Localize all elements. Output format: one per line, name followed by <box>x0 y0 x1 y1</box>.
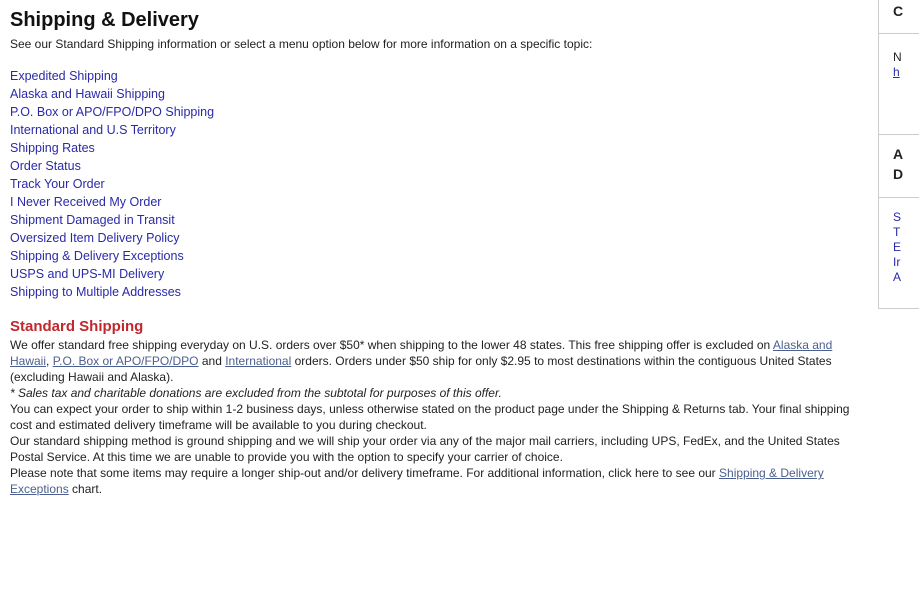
topic-link-international[interactable]: International and U.S Territory <box>10 123 176 137</box>
list-item <box>10 211 860 229</box>
paragraph-text: , <box>46 354 53 368</box>
standard-shipping-heading: Standard Shipping <box>10 318 144 335</box>
topic-link-damaged[interactable]: Shipment Damaged in Transit <box>10 213 175 227</box>
sidebar-fragment-link[interactable]: T <box>893 225 901 239</box>
sidebar-fragment: A <box>893 146 904 162</box>
paragraph-text: orders. Orders under $50 ship for only $2.95 to most destinations within the contiguous United States (excluding Hawaii and Alaska). <box>10 354 832 384</box>
list-item <box>10 121 860 139</box>
topic-list <box>10 67 860 301</box>
topic-link-shipping-rates[interactable]: Shipping Rates <box>10 141 95 155</box>
list-item <box>10 193 860 211</box>
right-sidebar <box>878 0 919 309</box>
topic-link-alaska-hawaii[interactable]: Alaska and Hawaii Shipping <box>10 87 165 101</box>
topic-link-expedited-shipping[interactable]: Expedited Shipping <box>10 69 118 83</box>
sidebar-fragment: N <box>893 50 902 64</box>
topic-link-never-received[interactable]: I Never Received My Order <box>10 195 162 209</box>
list-item <box>10 283 860 301</box>
main-content <box>10 8 860 497</box>
standard-shipping-paragraph-4 <box>10 465 860 497</box>
standard-shipping-paragraph-3: Our standard shipping method is ground shipping and we will ship your order via any of the major mail carriers, including UPS, FedEx, and the United States Postal Service. At this time we are unable to provide you with the option to specify your carrier of choice. <box>10 434 840 464</box>
topic-link-po-box[interactable]: P.O. Box or APO/FPO/DPO Shipping <box>10 105 215 119</box>
list-item <box>10 265 860 283</box>
list-item <box>10 175 860 193</box>
sidebar-fragment-link[interactable]: A <box>893 270 902 284</box>
sidebar-section-header <box>879 134 919 198</box>
sidebar-fragment-link[interactable]: S <box>893 210 902 224</box>
sidebar-header <box>879 0 919 34</box>
sidebar-fragment-link[interactable]: h <box>893 65 900 79</box>
list-item <box>10 247 860 265</box>
sidebar-fragment-link[interactable]: E <box>893 240 902 254</box>
list-item <box>10 85 860 103</box>
topic-link-oversized[interactable]: Oversized Item Delivery Policy <box>10 231 180 245</box>
alaska-hawaii-link[interactable]: Alaska and Hawaii <box>10 338 833 368</box>
topic-link-multiple-addresses[interactable]: Shipping to Multiple Addresses <box>10 285 181 299</box>
standard-shipping-paragraph-2: You can expect your order to ship within 1-2 business days, unless otherwise stated on the product page under the Shipping & Returns tab. Your final shipping cost and estimated delivery timeframe will be available to you during checkout. <box>10 402 850 432</box>
sidebar-fragment-link[interactable]: Ir <box>893 255 901 269</box>
topic-link-exceptions[interactable]: Shipping & Delivery Exceptions <box>10 249 184 263</box>
sidebar-fragment: C <box>893 3 904 19</box>
sales-tax-note: * Sales tax and charitable donations are excluded from the subtotal for purposes of this offer. <box>10 386 502 400</box>
sidebar-fragment: D <box>893 166 904 182</box>
list-item <box>10 229 860 247</box>
topic-link-track-order[interactable]: Track Your Order <box>10 177 105 191</box>
po-box-link[interactable]: P.O. Box or APO/FPO/DPO <box>52 354 199 368</box>
paragraph-text: chart. <box>68 482 103 496</box>
list-item <box>10 157 860 175</box>
paragraph-text: and <box>198 354 226 368</box>
page-title: Shipping & Delivery <box>10 9 199 31</box>
intro-text: See our Standard Shipping information or select a menu option below for more information on a specific topic: <box>10 37 593 51</box>
list-item <box>10 67 860 85</box>
list-item <box>10 139 860 157</box>
shipping-exceptions-link[interactable]: Shipping & Delivery Exceptions <box>10 466 824 496</box>
standard-shipping-paragraph-1 <box>10 337 860 401</box>
topic-link-order-status[interactable]: Order Status <box>10 159 81 173</box>
international-link[interactable]: International <box>225 354 292 368</box>
paragraph-text: We offer standard free shipping everyday on U.S. orders over $50* when shipping to the lower 48 states. This free shipping offer is excluded on <box>10 338 773 352</box>
paragraph-text: Please note that some items may require a longer ship-out and/or delivery timeframe. For additional information, click here to see our <box>10 466 720 480</box>
topic-link-usps-ups[interactable]: USPS and UPS-MI Delivery <box>10 267 165 281</box>
list-item <box>10 103 860 121</box>
